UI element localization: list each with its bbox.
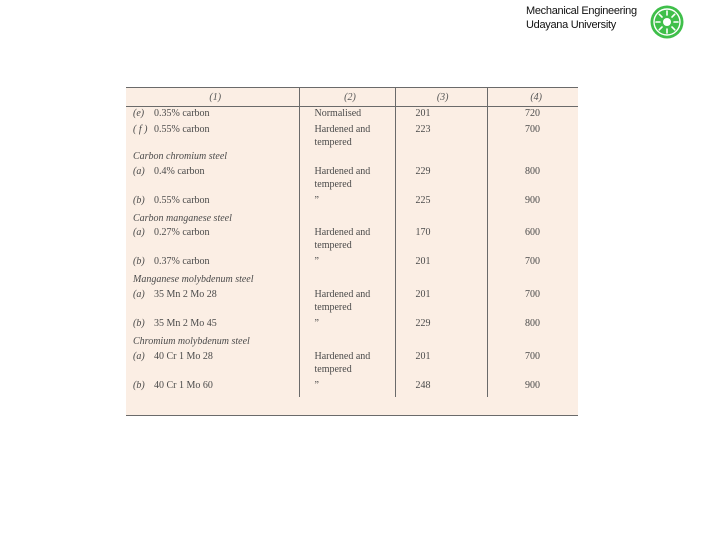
column-header-1: (1)	[126, 88, 299, 107]
treatment-line: ”	[314, 195, 319, 206]
item-label: (b)	[133, 318, 145, 329]
table-section-row	[126, 335, 578, 350]
empty-cell	[487, 273, 578, 288]
treatment-line: tempered	[314, 137, 352, 148]
empty-cell	[487, 335, 578, 350]
treatment-cell	[299, 123, 395, 150]
treatment-line: tempered	[314, 364, 352, 375]
material-cell	[126, 255, 299, 273]
item-label: (b)	[133, 380, 145, 391]
treatment-cell	[299, 226, 395, 255]
treatment-line: ”	[314, 318, 319, 329]
item-label: (b)	[133, 195, 145, 206]
section-title: Carbon chromium steel	[126, 150, 299, 165]
value-cell-col3: 229	[395, 317, 487, 335]
value-cell-col4: 700	[525, 256, 540, 267]
table-section-row	[126, 150, 578, 165]
treatment-cell	[299, 194, 395, 212]
table-row	[126, 123, 578, 150]
treatment-line: ”	[314, 256, 319, 267]
table-header-row	[126, 88, 578, 107]
table-row	[126, 379, 578, 397]
material-name: 40 Cr 1 Mo 28	[154, 351, 213, 362]
item-label: (a)	[133, 351, 145, 362]
item-label: (a)	[133, 166, 145, 177]
table-row	[126, 226, 578, 255]
table-row	[126, 288, 578, 317]
value-cell-col4: 800	[525, 318, 540, 329]
empty-cell	[299, 212, 395, 226]
value-cell-col3: 229	[395, 165, 487, 194]
material-name: 40 Cr 1 Mo 60	[154, 380, 213, 391]
material-cell	[126, 350, 299, 379]
value-cell-col4: 700	[525, 289, 540, 300]
treatment-line: tempered	[314, 179, 352, 190]
material-cell	[126, 379, 299, 397]
empty-cell	[299, 273, 395, 288]
treatment-line: Hardened and	[314, 351, 371, 362]
university-name: Udayana University	[526, 19, 616, 31]
material-name: 0.55% carbon	[154, 124, 210, 135]
material-name: 35 Mn 2 Mo 28	[154, 289, 217, 300]
treatment-line: Hardened and	[314, 166, 371, 177]
empty-cell	[395, 335, 487, 350]
item-label: (a)	[133, 227, 145, 238]
section-title: Manganese molybdenum steel	[126, 273, 299, 288]
section-title: Chromium molybdenum steel	[126, 335, 299, 350]
treatment-line: Hardened and	[314, 289, 371, 300]
table-row	[126, 317, 578, 335]
column-header-4: (4)	[487, 88, 578, 107]
item-label: ( f )	[133, 124, 148, 135]
treatment-cell	[299, 107, 395, 124]
treatment-line: tempered	[314, 302, 352, 313]
value-cell-col4: 700	[525, 124, 540, 135]
material-cell	[126, 194, 299, 212]
empty-cell	[395, 273, 487, 288]
steel-properties-table	[126, 87, 578, 416]
treatment-line: Hardened and	[314, 227, 371, 238]
treatment-cell	[299, 317, 395, 335]
table-section-row	[126, 212, 578, 226]
material-name: 0.27% carbon	[154, 227, 210, 238]
table-row	[126, 194, 578, 212]
material-cell	[126, 226, 299, 255]
value-cell-col3: 223	[395, 123, 487, 150]
treatment-line: Normalised	[314, 108, 362, 119]
value-cell-col3: 201	[395, 107, 487, 124]
table-row	[126, 107, 578, 124]
material-name: 0.35% carbon	[154, 108, 210, 119]
table-row	[126, 350, 578, 379]
item-label: (b)	[133, 256, 145, 267]
value-cell-col3: 248	[395, 379, 487, 397]
value-cell-col3: 170	[395, 226, 487, 255]
value-cell-col3: 201	[395, 255, 487, 273]
department-name: Mechanical Engineering	[526, 5, 637, 17]
material-cell	[126, 317, 299, 335]
material-name: 0.37% carbon	[154, 256, 210, 267]
value-cell-col3: 201	[395, 350, 487, 379]
table-body	[126, 107, 578, 398]
institution-header	[526, 4, 637, 32]
treatment-cell	[299, 165, 395, 194]
empty-cell	[395, 212, 487, 226]
material-cell	[126, 107, 299, 124]
treatment-cell	[299, 255, 395, 273]
treatment-line: tempered	[314, 240, 352, 251]
table-row	[126, 255, 578, 273]
treatment-line: Hardened and	[314, 124, 371, 135]
item-label: (a)	[133, 289, 145, 300]
value-cell-col4: 900	[525, 380, 540, 391]
value-cell-col3: 201	[395, 288, 487, 317]
material-cell	[126, 165, 299, 194]
treatment-line: ”	[314, 380, 319, 391]
empty-cell	[487, 212, 578, 226]
column-header-2: (2)	[299, 88, 395, 107]
table-row	[126, 165, 578, 194]
value-cell-col3: 225	[395, 194, 487, 212]
material-cell	[126, 123, 299, 150]
university-logo-icon	[650, 5, 684, 39]
section-title: Carbon manganese steel	[126, 212, 299, 226]
value-cell-col4: 900	[525, 195, 540, 206]
empty-cell	[395, 150, 487, 165]
material-name: 35 Mn 2 Mo 45	[154, 318, 217, 329]
material-cell	[126, 288, 299, 317]
material-name: 0.4% carbon	[154, 166, 205, 177]
material-name: 0.55% carbon	[154, 195, 210, 206]
column-header-3: (3)	[395, 88, 487, 107]
treatment-cell	[299, 379, 395, 397]
value-cell-col4: 600	[525, 227, 540, 238]
value-cell-col4: 800	[525, 166, 540, 177]
item-label: (e)	[133, 108, 145, 119]
table-section-row	[126, 273, 578, 288]
empty-cell	[299, 150, 395, 165]
empty-cell	[299, 335, 395, 350]
empty-cell	[487, 150, 578, 165]
treatment-cell	[299, 350, 395, 379]
value-cell-col4: 720	[525, 108, 540, 119]
value-cell-col4: 700	[525, 351, 540, 362]
treatment-cell	[299, 288, 395, 317]
